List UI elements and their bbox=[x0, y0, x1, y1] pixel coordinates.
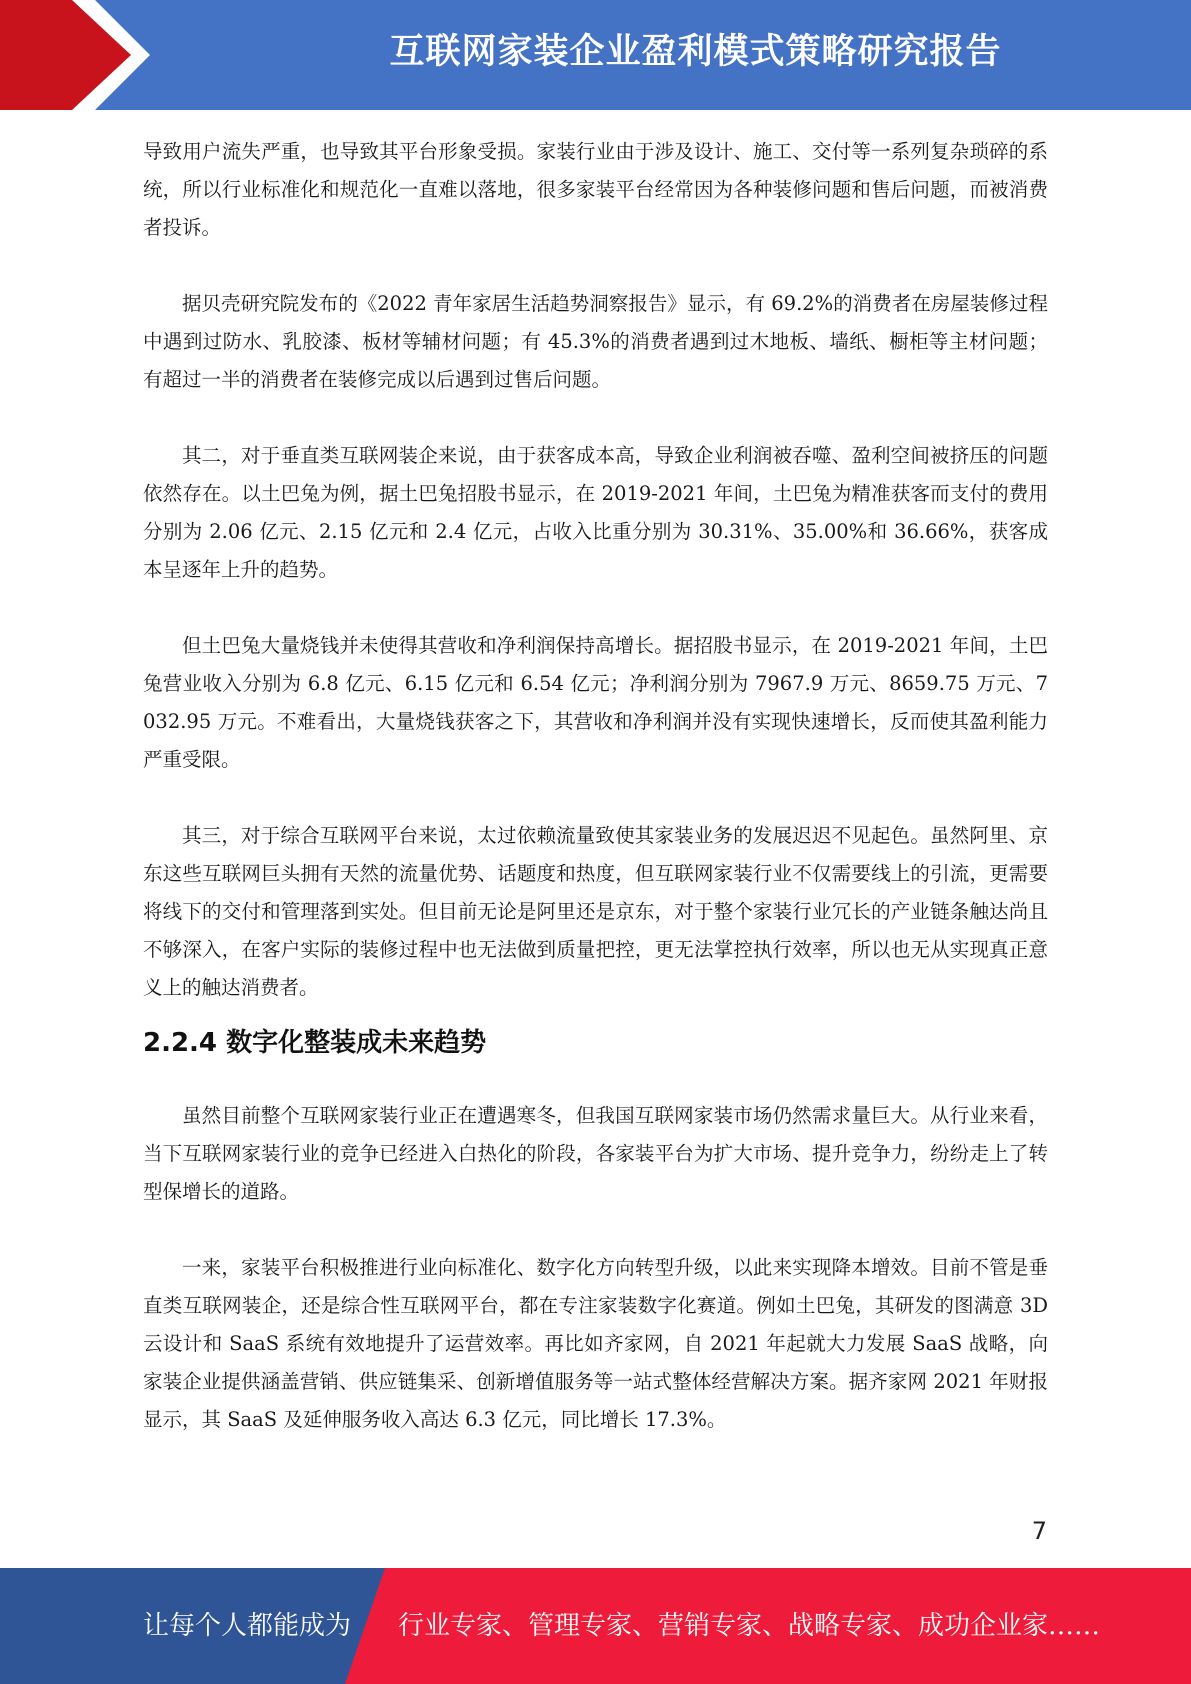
paragraph-1: 导致用户流失严重，也导致其平台形象受损。家装行业由于涉及设计、施工、交付等一系列复杂琐碎的系统，所以行业标准化和规范化一直难以落地，很多家装平台经常因为各种装修问题和售后问题，而被消费者投诉。 bbox=[143, 140, 1048, 239]
paragraph-7: 一来，家装平台积极推进行业向标准化、数字化方向转型升级，以此来实现降本增效。目前不管是垂直类互联网装企，还是综合性互联网平台，都在专注家装数字化赛道。例如土巴兔，其研发的图满意 3D 云设计和 SaaS 系统有效地提升了运营效率。再比如齐家网，自 2021 年起就大力发展 SaaS 战略，向家装企业提供涵盖营销、供应链集采、创新增值服务等一站式整体经营解决方案。据齐家网 2021 年财报显示，其 SaaS 及延伸服务收入高达 6.3 亿元，同比增长 17.3%。 bbox=[143, 1256, 1048, 1431]
paragraph-5: 其三，对于综合互联网平台来说，太过依赖流量致使其家装业务的发展迟迟不见起色。虽然阿里、京东这些互联网巨头拥有天然的流量优势、话题度和热度，但互联网家装行业不仅需要线上的引流，更需要将线下的交付和管理落到实处。但目前无论是阿里还是京东，对于整个家装行业冗长的产业链条触达尚且不够深入，在客户实际的装修过程中也无法做到质量把控，更无法掌控执行效率，所以也无从实现真正意义上的触达消费者。 bbox=[143, 824, 1048, 999]
section-heading: 2.2.4 数字化整装成未来趋势 bbox=[143, 1028, 487, 1058]
page-footer bbox=[0, 1568, 1191, 1684]
paragraph-gap bbox=[143, 1211, 1048, 1249]
page-content bbox=[143, 133, 1048, 1439]
paragraph-4: 但土巴兔大量烧钱并未使得其营收和净利润保持高增长。据招股书显示，在 2019-2021 年间，土巴兔营业收入分别为 6.8 亿元、6.15 亿元和 6.54 亿元；净利润分别为 7967.9 万元、8659.75 万元、7032.95 万元。不难看出，大量烧钱获客之下，其营收和净利润并没有实现快速增长，反而使其盈利能力严重受限。 bbox=[143, 634, 1048, 771]
page-header bbox=[0, 0, 1191, 110]
paragraph-gap bbox=[143, 399, 1048, 437]
report-title: 互联网家装企业盈利模式策略研究报告 bbox=[389, 32, 1002, 72]
paragraph-gap bbox=[143, 247, 1048, 285]
page-number: 7 bbox=[1031, 1517, 1047, 1545]
paragraph-gap bbox=[143, 779, 1048, 817]
paragraph-3: 其二，对于垂直类互联网装企来说，由于获客成本高，导致企业利润被吞噬、盈利空间被挤压的问题依然存在。以土巴兔为例，据土巴兔招股书显示，在 2019-2021 年间，土巴兔为精准获客而支付的费用分别为 2.06 亿元、2.15 亿元和 2.4 亿元，占收入比重分别为 30.31%、35.00%和 36.66%，获客成本呈逐年上升的趋势。 bbox=[143, 444, 1048, 581]
paragraph-gap bbox=[143, 589, 1048, 627]
paragraph-6: 虽然目前整个互联网家装行业正在遭遇寒冬，但我国互联网家装市场仍然需求量巨大。从行业来看，当下互联网家装行业的竞争已经进入白热化的阶段，各家装平台为扩大市场、提升竞争力，纷纷走上了转型保增长的道路。 bbox=[143, 1104, 1048, 1203]
footer-slogan-right: 行业专家、管理专家、营销专家、战略专家、成功企业家…… bbox=[398, 1611, 1101, 1641]
paragraph-2: 据贝壳研究院发布的《2022 青年家居生活趋势洞察报告》显示，有 69.2%的消费者在房屋装修过程中遇到过防水、乳胶漆、板材等辅材问题；有 45.3%的消费者遇到过木地板、墙纸、橱柜等主材问题；有超过一半的消费者在装修完成以后遇到过售后问题。 bbox=[143, 292, 1048, 391]
footer-slogan-left: 让每个人都能成为 bbox=[143, 1611, 352, 1641]
